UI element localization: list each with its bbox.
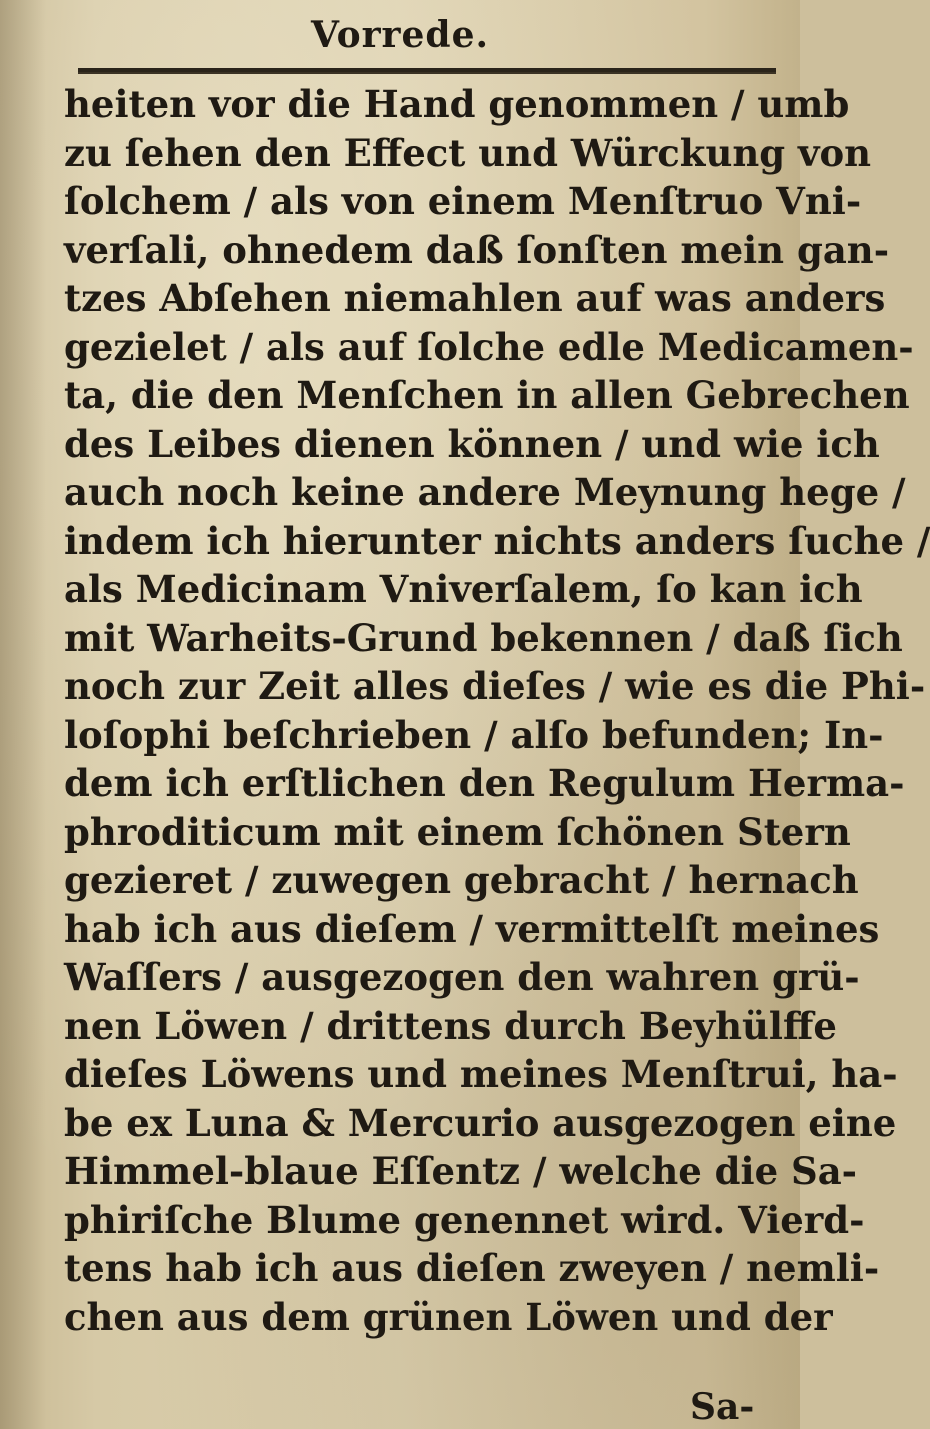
catchword: Sa- [690, 1386, 755, 1428]
text-line: be ex Luna & Mercurio ausgezogen eine [64, 1100, 897, 1145]
running-header: Vorrede. [310, 14, 490, 56]
body-text [64, 80, 930, 1341]
header-rule [78, 68, 776, 74]
text-line: Waſſers / ausgezogen den wahren grü- [64, 955, 860, 999]
text-line: dem ich erſtlichen den Regulum Herma- [64, 761, 905, 805]
text-line: Himmel-blaue Eſſentz / welche die Sa- [64, 1149, 858, 1193]
text-line: phiriſche Blume genennet wird. Vierd- [64, 1197, 865, 1242]
text-line: mit Warheits-Grund bekennen / daß ſich [64, 615, 903, 660]
text-line: tzes Abſehen niemahlen auf was anders [64, 276, 886, 320]
text-line: chen aus dem grünen Löwen und der [64, 1294, 833, 1339]
text-line: als Medicinam Vniverſalem, ſo kan ich [64, 567, 863, 611]
text-line: indem ich hierunter nichts anders ſuche / [64, 518, 930, 563]
text-line: dieſes Löwens und meines Menſtrui, ha- [64, 1052, 898, 1096]
text-line: gezieret / zuwegen gebracht / hernach [64, 858, 859, 902]
text-line: verſali, ohnedem daß ſonſten mein gan- [64, 227, 890, 272]
text-line: ta, die den Menſchen in allen Gebrechen [64, 373, 910, 417]
text-line: hab ich aus dieſem / vermittelſt meines [64, 906, 880, 951]
text-line: auch noch keine andere Meynung hege / [64, 470, 906, 514]
text-line: loſophi beſchrieben / alſo befunden; In- [64, 712, 884, 757]
text-line: phroditicum mit einem ſchönen Stern [64, 809, 851, 854]
page-fold-shadow [0, 0, 46, 1429]
text-line: zu ſehen den Effect und Würckung von [64, 130, 872, 175]
text-line: nen Löwen / drittens durch Beyhülffe [64, 1003, 837, 1048]
text-line: noch zur Zeit alles dieſes / wie es die Phi- [64, 664, 926, 708]
text-line: ſolchem / als von einem Menſtruo Vni- [64, 179, 862, 223]
text-line: tens hab ich aus dieſen zweyen / nemli- [64, 1246, 880, 1290]
text-line: heiten vor die Hand genommen / umb [64, 82, 850, 126]
text-line: des Leibes dienen können / und wie ich [64, 421, 880, 466]
text-line: gezielet / als auf ſolche edle Medicamen- [64, 324, 914, 369]
